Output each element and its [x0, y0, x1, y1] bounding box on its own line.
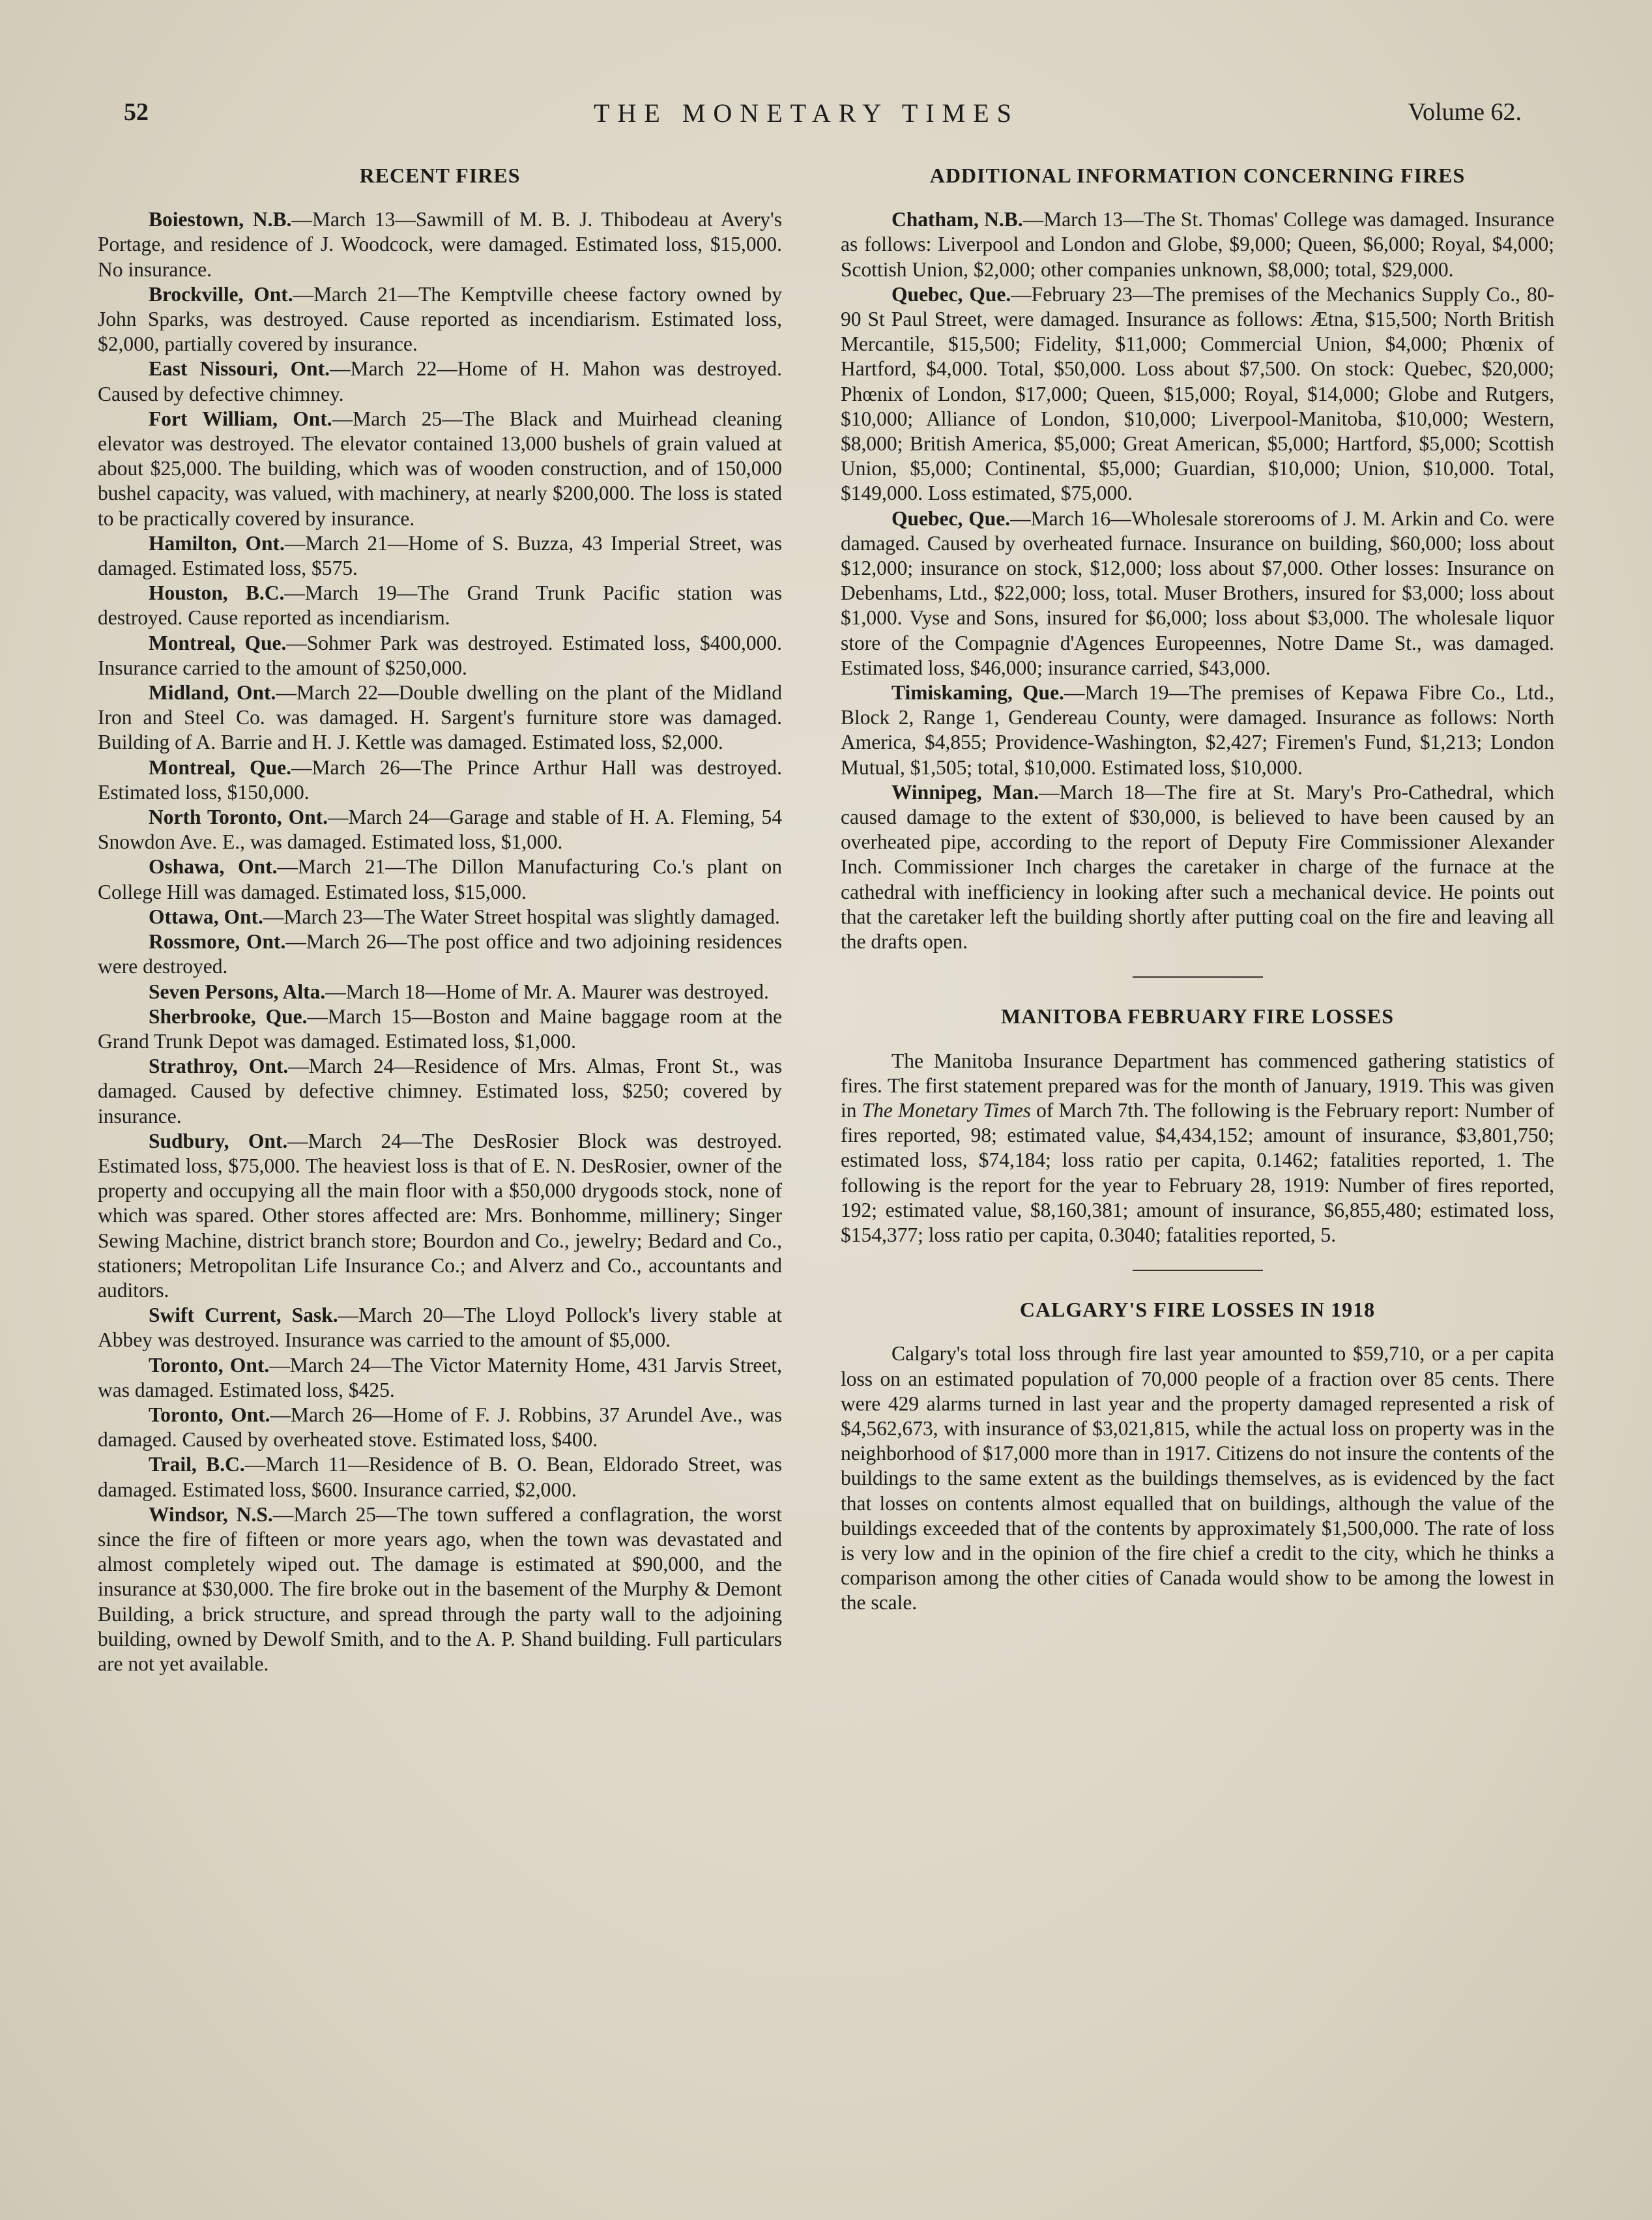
entry-text: —March 18—Home of Mr. A. Maurer was destroyed. [325, 980, 769, 1003]
entry-place: Toronto, Ont. [149, 1353, 270, 1377]
entry-place: Trail, B.C. [149, 1453, 245, 1476]
volume-label: Volume 62. [1408, 98, 1522, 126]
entry-place: Rossmore, Ont. [149, 930, 286, 954]
fire-entry [98, 1502, 782, 1676]
entry-text: —March 24—Garage and stable of H. A. Fleming, 54 Snowdon Ave. E., was damaged. Estimated loss, $1,000. [98, 806, 782, 854]
additional-info-list [841, 207, 1554, 954]
entry-place: Toronto, Ont. [149, 1403, 270, 1426]
entry-text: —March 18—The fire at St. Mary's Pro-Cathedral, which caused damage to the extent of $30,000, is believed to have been caused by an overheated pipe, according to the report of Deputy Fire Commissioner Alexander Inch. Commissioner Inch charges the caretaker in charge of the furnace at the cathedral with inefficiency in looking after such a mechanical device. He points out that the caretaker left the building shortly after putting coal on the fire and leaving all the drafts open. [841, 780, 1554, 954]
entry-place: Windsor, N.S. [149, 1502, 273, 1526]
entry-place: Hamilton, Ont. [149, 531, 285, 555]
right-column [841, 163, 1554, 1616]
fire-entry [98, 207, 782, 282]
entry-place: Sherbrooke, Que. [149, 1004, 308, 1028]
additional-info-title: ADDITIONAL INFORMATION CONCERNING FIRES [929, 164, 1466, 187]
fire-entry [98, 755, 782, 805]
recent-fires-list [98, 207, 782, 1676]
fire-entry [98, 854, 782, 904]
entry-place: Swift Current, Sask. [149, 1304, 338, 1327]
fire-entry [98, 1004, 782, 1054]
page-header [91, 98, 1522, 137]
fire-entry [841, 780, 1554, 954]
fire-entry [98, 282, 782, 357]
entry-place: Oshawa, Ont. [149, 855, 278, 879]
entry-place: Winnipeg, Man. [891, 780, 1039, 804]
fire-entry [98, 357, 782, 406]
manitoba-text-after: of March 7th. The following is the February report: Number of fires reported, 98; estimated value, $4,434,152; amount of insurance, $3,801,750; estimated loss, $74,184; loss ratio per capita, 0.1462; fatalities reported, 1. The following is the report for the year to February 28, 1919: Number of fires reported, 192; estimated value, $8,160,381; amount of insurance, $6,855,480; estimated loss, $154,377; loss ratio per capita, 0.3040; fatalities reported, 5. [841, 1098, 1554, 1246]
entry-place: Quebec, Que. [891, 282, 1011, 306]
entry-text: —March 13—Sawmill of M. B. J. Thibodeau at Avery's Portage, and residence of J. Woodcock, were damaged. Estimated loss, $15,000. No insurance. [98, 208, 782, 281]
entry-text: —March 19—The Grand Trunk Pacific station was destroyed. Cause reported as incendiarism. [98, 581, 783, 630]
section-divider [1133, 976, 1263, 978]
publication-title: THE MONETARY TIMES [594, 98, 1019, 128]
entry-place: Fort William, Ont. [149, 407, 332, 430]
left-column [98, 163, 782, 1676]
entry-text: —March 26—Home of F. J. Robbins, 37 Arundel Ave., was damaged. Caused by overheated stove. Estimated loss, $400. [98, 1403, 782, 1452]
fire-entry [98, 980, 782, 1004]
entry-text: —March 16—Wholesale storerooms of J. M. Arkin and Co. were damaged. Caused by overheated furnace. Insurance on building, $60,000; loss about $12,000; insurance on stock, $12,000; loss about $7,000. Other losses: Insurance on Debenhams, Ltd., $22,000; loss, total. Muser Brothers, insured for $3,000; loss about $1,000. Vyse and Sons, insured for $6,000; loss about $3,000. The wholesale liquor store of the Compagnie d'Agences Europeennes, Notre Dame St., was damaged. Estimated loss, $46,000; insurance carried, $43,000. [841, 506, 1554, 679]
fire-entry [98, 1054, 782, 1129]
fire-entry [98, 531, 782, 581]
entry-text: —March 25—The town suffered a conflagration, the worst since the fire of fifteen or more years ago, when the town was devastated and almost completely wiped out. The damage is estimated at $90,000, and the insurance at $30,000. The fire broke out in the basement of the Murphy & Demont Building, a brick structure, and spread through the party wall to the adjoining building, owned by Dewolf Smith, and to the A. P. Shand building. Full particulars are not yet available. [98, 1502, 782, 1675]
entry-place: Houston, B.C. [149, 581, 285, 605]
fire-entry [841, 207, 1554, 282]
fire-entry [98, 1403, 782, 1452]
entry-text: —March 22—Home of H. Mahon was destroyed. Caused by defective chimney. [98, 357, 782, 405]
entry-text: —March 11—Residence of B. O. Bean, Eldorado Street, was damaged. Estimated loss, $600. Insurance carried, $2,000. [98, 1453, 782, 1501]
entry-place: East Nissouri, Ont. [149, 357, 330, 381]
entry-text: —March 24—The Victor Maternity Home, 431 Jarvis Street, was damaged. Estimated loss, $425. [98, 1353, 782, 1401]
fire-entry [98, 1129, 782, 1303]
entry-text: —March 26—The Prince Arthur Hall was destroyed. Estimated loss, $150,000. [98, 755, 782, 804]
entry-text: —March 21—The Kemptville cheese factory owned by John Sparks, was destroyed. Cause reported as incendiarism. Estimated loss, $2,000, partially covered by insurance. [98, 282, 783, 356]
entry-place: Brockville, Ont. [149, 282, 293, 306]
section-divider [1133, 1270, 1263, 1271]
entry-place: Montreal, Que. [149, 631, 287, 654]
fire-entry [98, 581, 782, 630]
fire-entry [98, 407, 782, 531]
entry-place: Ottawa, Ont. [149, 905, 263, 928]
fire-entry [98, 805, 782, 854]
manitoba-text-before: The Manitoba Insurance Department has commenced gathering statistics of fires. The first statement prepared was for the month of January, 1919. This was given in [841, 1049, 1554, 1122]
entry-text: —March 26—The post office and two adjoining residences were destroyed. [98, 930, 782, 978]
entry-place: Timiskaming, Que. [891, 681, 1064, 705]
entry-text: —February 23—The premises of the Mechanics Supply Co., 80-90 St Paul Street, were damaged. Insurance as follows: Ætna, $15,500; North British Mercantile, $15,500; Fidelity, $11,000; Commercial Union, $4,000; Phœnix of Hartford, $4,000. Total, $50,000. Loss about $7,500. On stock: Quebec, $20,000; Phœnix of London, $17,000; Queen, $15,000; Royal, $14,000; Globe and Rutgers, $10,000; Alliance of London, $10,000; Liverpool-Manitoba, $10,000; Western, $8,000; British America, $5,000; Great American, $5,000; Hartford, $5,000; Scottish Union, $5,000; Continental, $5,000; Guardian, $10,000; Union, $10,000. Total, $149,000. Loss estimated, $75,000. [841, 282, 1554, 505]
fire-entry [98, 1303, 782, 1352]
entry-place: North Toronto, Ont. [149, 806, 328, 829]
recent-fires-title: RECENT FIRES [359, 164, 521, 187]
entry-text: —March 20—The Lloyd Pollock's livery stable at Abbey was destroyed. Insurance was carried to the amount of $5,000. [98, 1304, 782, 1352]
fire-entry [98, 1353, 782, 1403]
entry-text: —March 19—The premises of Kepawa Fibre Co., Ltd., Block 2, Range 1, Gendereau County, were damaged. Insurance as follows: North America, $4,855; Providence-Washington, $2,427; Firemen's Fund, $1,213; London Mutual, $1,505; total, $10,000. Estimated loss, $10,000. [841, 681, 1554, 779]
manitoba-paragraph [841, 1049, 1554, 1248]
entry-place: Midland, Ont. [149, 681, 276, 705]
entry-text: —Sohmer Park was destroyed. Estimated loss, $400,000. Insurance carried to the amount of $250,000. [98, 631, 782, 679]
entry-text: —March 24—Residence of Mrs. Almas, Front St., was damaged. Caused by defective chimney. Estimated loss, $250; covered by insurance. [98, 1055, 782, 1128]
fire-entry [841, 680, 1554, 780]
fire-entry [98, 1452, 782, 1502]
entry-text: —March 22—Double dwelling on the plant of the Midland Iron and Steel Co. was damaged. H. Sargent's furniture store was damaged. Building of A. Barrie and H. J. Kettle was damaged. Estimated loss, $2,000. [98, 681, 782, 754]
fire-entry [841, 506, 1554, 680]
entry-place: Boiestown, N.B. [149, 208, 292, 231]
manitoba-italic-reference: The Monetary Times [862, 1098, 1031, 1122]
entry-place: Sudbury, Ont. [149, 1129, 288, 1152]
entry-text: —March 25—The Black and Muirhead cleaning elevator was destroyed. The elevator contained 13,000 bushels of grain valued at about $25,000. The building, which was of wooden construction, and of 150,000 bushel capacity, was valued, with machinery, at nearly $200,000. The loss is stated to be practically covered by insurance. [98, 407, 782, 530]
entry-text: —March 21—Home of S. Buzza, 43 Imperial Street, was damaged. Estimated loss, $575. [98, 531, 782, 580]
fire-entry [98, 680, 782, 755]
entry-place: Strathroy, Ont. [149, 1055, 289, 1078]
manitoba-title: MANITOBA FEBRUARY FIRE LOSSES [1000, 1004, 1395, 1029]
entry-place: Chatham, N.B. [891, 208, 1023, 231]
entry-text: —March 13—The St. Thomas' College was damaged. Insurance as follows: Liverpool and London and Globe, $9,000; Queen, $6,000; Royal, $4,000; Scottish Union, $2,000; other companies unknown, $8,000; total, $29,000. [841, 208, 1554, 281]
entry-text: —March 23—The Water Street hospital was slightly damaged. [263, 905, 780, 928]
entry-place: Seven Persons, Alta. [149, 980, 326, 1003]
fire-entry [98, 905, 782, 929]
entry-text: —March 15—Boston and Maine baggage room at the Grand Trunk Depot was damaged. Estimated loss, $1,000. [98, 1004, 782, 1053]
entry-place: Quebec, Que. [891, 506, 1011, 530]
entry-text: —March 24—The DesRosier Block was destroyed. Estimated loss, $75,000. The heaviest loss is that of E. N. DesRosier, owner of the property and occupying all the main floor with a $50,000 drygoods stock, none of which was spared. Other stores affected are: Mrs. Bonhomme, millinery; Singer Sewing Machine, district branch store; Bourdon and Co., jewelry; Bedard and Co., stationers; Metropolitan Life Insurance Co.; and Alverz and Co., accountants and auditors. [98, 1129, 782, 1302]
fire-entry [98, 929, 782, 979]
calgary-paragraph: Calgary's total loss through fire last year amounted to $59,710, or a per capita loss on an estimated population of 70,000 people of a fraction over 85 cents. There were 429 alarms turned in last year and the property damaged represented a risk of $4,562,673, with insurance of $3,021,815, while the actual loss on property was in the neighborhood of $17,000 more than in 1917. Citizens do not insure the contents of the buildings to the same extent as the buildings themselves, as is evidenced by the fact that losses on contents almost equalled that on buildings, although the value of the buildings exceeded that of the contents by approximately $1,500,000. The rate of loss is very low and in the opinion of the fire chief a credit to the city, which he thinks a comparison among the other cities of Canada would show to be among the lowest in the scale. [841, 1342, 1554, 1614]
fire-entry [98, 631, 782, 680]
entry-text: —March 21—The Dillon Manufacturing Co.'s plant on College Hill was damaged. Estimated loss, $15,000. [98, 855, 782, 903]
calgary-title: CALGARY'S FIRE LOSSES IN 1918 [1019, 1298, 1376, 1322]
fire-entry [841, 282, 1554, 506]
page-number: 52 [124, 98, 149, 126]
entry-place: Montreal, Que. [149, 755, 291, 779]
